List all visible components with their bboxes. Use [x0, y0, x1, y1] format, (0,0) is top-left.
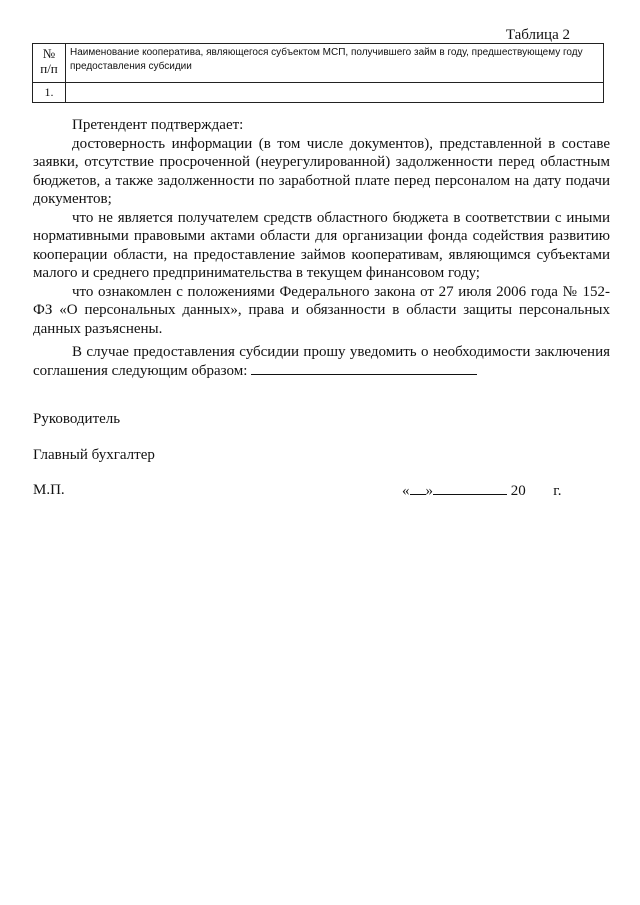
- borrowers-table: [32, 43, 604, 103]
- confirmation-block: [33, 116, 610, 338]
- intro-text: Претендент подтверждает:: [72, 117, 244, 133]
- table-row: [33, 83, 604, 103]
- accountant-signature-label: Главный бухгалтер: [33, 447, 155, 463]
- paragraph-3: что ознакомлен с положениями Федерального закона от 27 июля 2006 года № 152-ФЗ «О персональных данных», права и обязанности в области защиты персональных данных разъяснены.: [33, 283, 610, 337]
- header-name-label: Наименование кооператива, являющегося субъектом МСП, получившего займ в году, предшествующему году предоставления субсидии: [70, 47, 583, 72]
- date-month-field[interactable]: [433, 482, 507, 495]
- stamp-label: М.П.: [33, 482, 65, 498]
- row-number-cell: 1.: [33, 83, 66, 103]
- table-header-row: [33, 44, 604, 83]
- notify-text: В случае предоставления субсидии прошу уведомить о необходимости заключения соглашения следующим образом:: [33, 344, 610, 379]
- date-close-quote: »: [425, 483, 433, 499]
- table-caption: Таблица 2: [505, 27, 570, 43]
- date-day-field[interactable]: [410, 482, 426, 495]
- notify-paragraph: [33, 343, 610, 380]
- notify-block: [33, 343, 610, 380]
- date-open-quote: «: [402, 483, 410, 499]
- row-name-cell: [66, 83, 604, 103]
- date-line: [402, 482, 561, 500]
- header-number-label: № п/п: [40, 46, 58, 76]
- header-number-cell: [33, 44, 66, 83]
- paragraph-1: достоверность информации (в том числе документов), представленной в составе заявки, отсутствие просроченной (неурегулированной) задолженности перед областным бюджетов, а также задолженности по заработной плате перед персоналом на дату подачи документов;: [33, 135, 610, 207]
- head-signature-label: Руководитель: [33, 411, 121, 427]
- date-year-suffix: г.: [553, 483, 562, 499]
- paragraph-2: что не является получателем средств областного бюджета в соответствии с иными нормативными правовыми актами области для организации фонда содействия развитию кооперации области, на предоставление займов кооперативам, являющимся субъектами малого и среднего предпринимательства в текущем финансовом году;: [33, 209, 610, 281]
- notify-blank-field[interactable]: [251, 362, 477, 375]
- header-name-cell: [66, 44, 604, 83]
- date-year-prefix: 20: [510, 483, 526, 499]
